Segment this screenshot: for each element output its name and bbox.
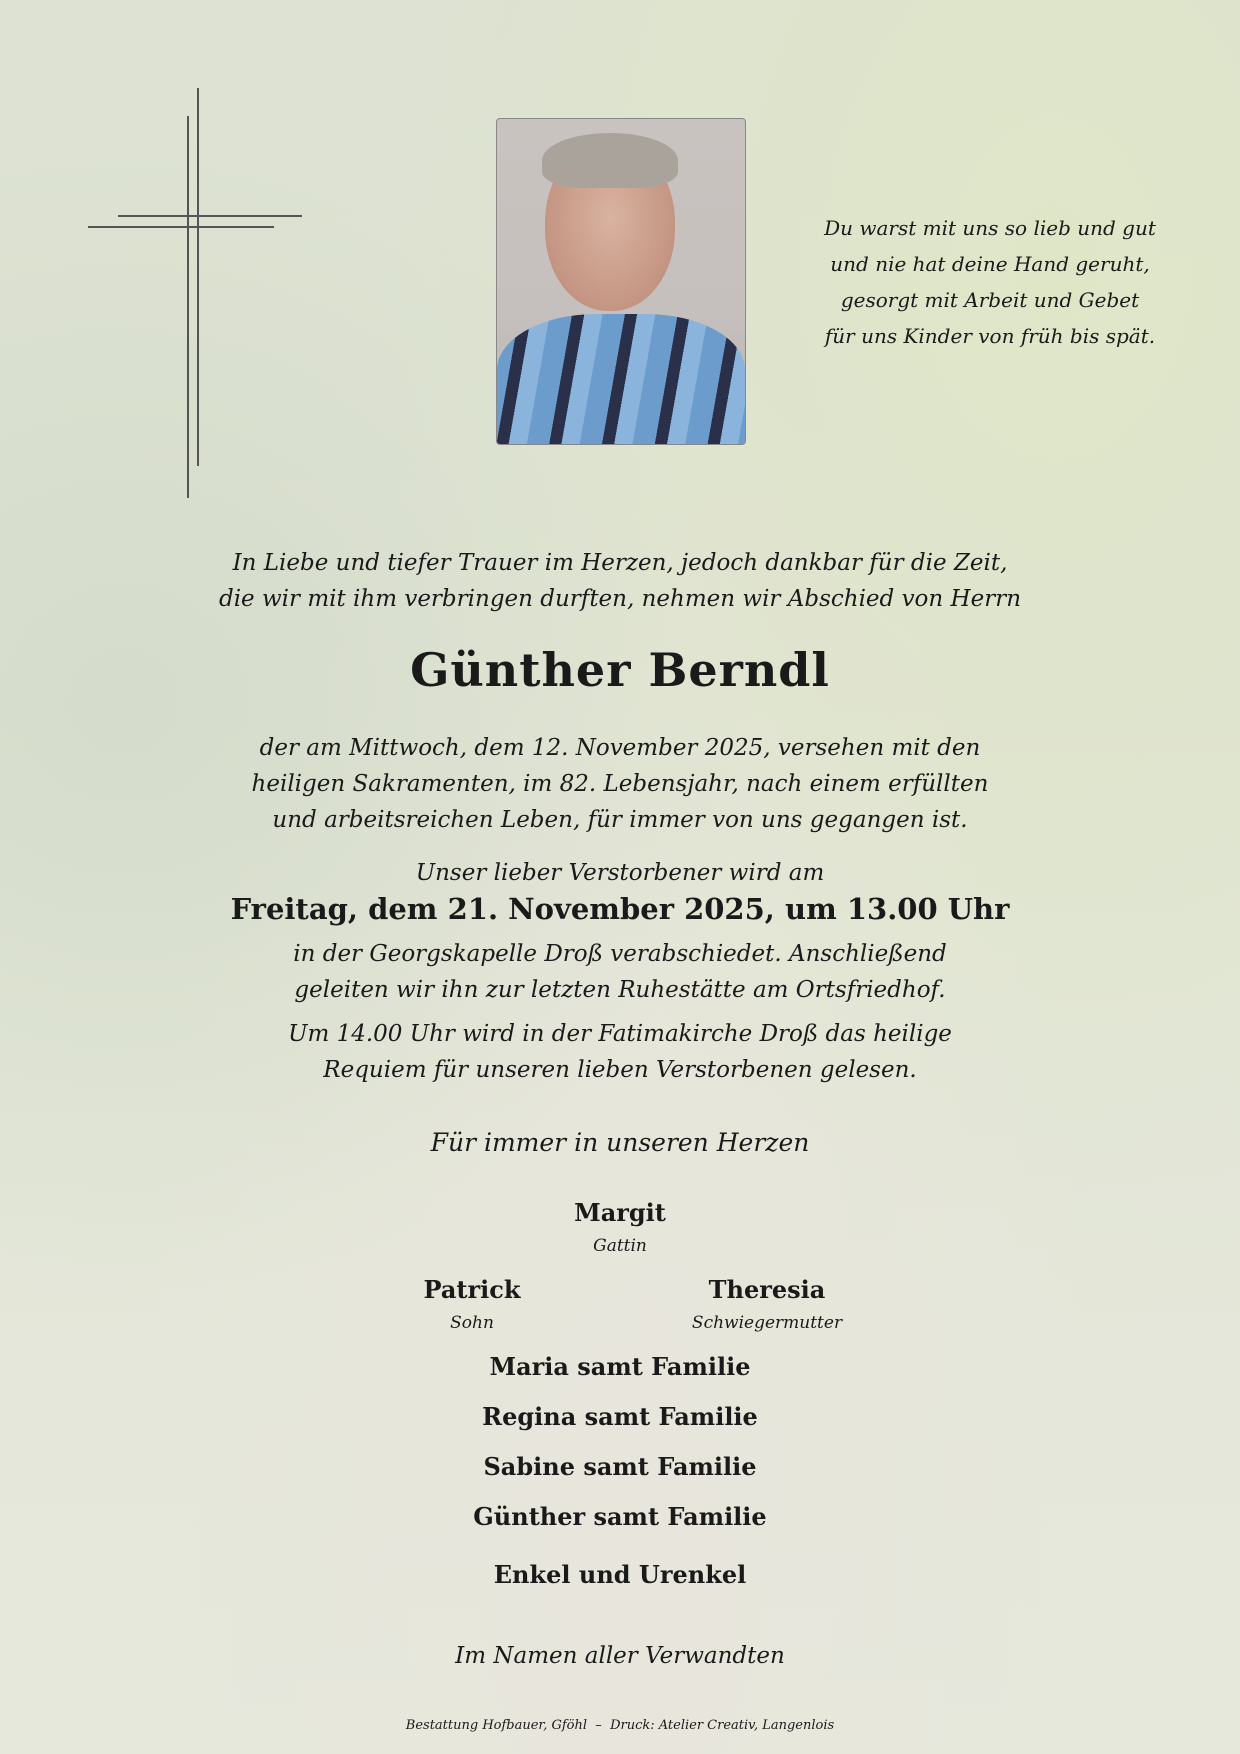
intro-text: In Liebe und tiefer Trauer im Herzen, jedoch dankbar für die Zeit, die wir mit ihm verbringen durften, nehmen wir Abschied von Herrn xyxy=(218,550,1022,612)
son-relation: Sohn xyxy=(450,1313,494,1333)
farewell-place: in der Georgskapelle Droß verabschiedet. Anschließend geleiten wir ihn zur letzten Ruhestätte am Ortsfriedhof. xyxy=(293,941,947,1003)
portrait-photo xyxy=(496,118,746,445)
closing-text: Im Namen aller Verwandten xyxy=(455,1643,785,1669)
spouse-name: Margit xyxy=(574,1198,666,1227)
death-text: der am Mittwoch, dem 12. November 2025, versehen mit den heiligen Sakramenten, im 82. Lebensjahr, nach einem erfüllten und arbeitsreichen Leben, für immer von uns gegangen ist. xyxy=(251,735,989,833)
poem: Du warst mit uns so lieb und gut und nie hat deine Hand geruht, gesorgt mit Arbeit und Gebet für uns Kinder von früh bis spät. xyxy=(824,216,1156,348)
mother-in-law-name: Theresia xyxy=(708,1275,826,1304)
family-entry: Regina samt Familie xyxy=(482,1402,758,1431)
footer-credits: Bestattung Hofbauer, Gföhl – Druck: Atelier Creativ, Langenlois xyxy=(405,1718,835,1733)
deceased-name: Günther Berndl xyxy=(410,643,830,697)
spouse-relation: Gattin xyxy=(593,1236,647,1256)
son-name: Patrick xyxy=(423,1275,521,1304)
family-entry: Günther samt Familie xyxy=(473,1502,767,1531)
family-entry: Sabine samt Familie xyxy=(483,1452,757,1481)
family-entry: Maria samt Familie xyxy=(489,1352,751,1381)
requiem-text: Um 14.00 Uhr wird in der Fatimakirche Droß das heilige Requiem für unseren lieben Verstorbenen gelesen. xyxy=(288,1021,952,1083)
farewell-date: Freitag, dem 21. November 2025, um 13.00 Uhr xyxy=(230,892,1010,926)
mother-in-law-relation: Schwiegermutter xyxy=(691,1313,843,1333)
motto: Für immer in unseren Herzen xyxy=(430,1128,810,1157)
farewell-intro: Unser lieber Verstorbener wird am xyxy=(415,860,825,886)
family-entry: Enkel und Urenkel xyxy=(493,1560,747,1589)
